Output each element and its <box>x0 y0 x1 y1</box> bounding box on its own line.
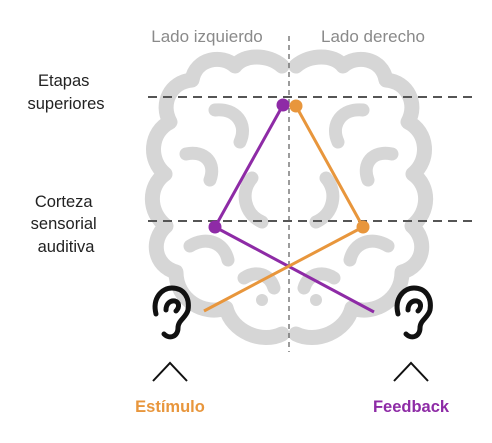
brain-fold <box>316 178 333 222</box>
feedback-label: Feedback <box>372 398 450 416</box>
auditory-cortex-label-line: sensorial <box>30 215 97 233</box>
stimulus-upper-node <box>290 100 303 113</box>
feedback-upper-node <box>277 99 290 112</box>
brain-fold <box>350 241 388 260</box>
brain-fold <box>215 110 242 142</box>
auditory-cortex-label <box>31 193 102 256</box>
brain-dot <box>256 294 268 306</box>
auditory-cortex-label-line: Corteza <box>34 193 93 211</box>
brain-dot <box>310 294 322 306</box>
right-side-label: Lado derecho <box>321 27 425 46</box>
upper-stage-label-line: Etapas <box>38 72 90 90</box>
brain-fold <box>336 110 363 142</box>
right-chevron-up-icon <box>394 363 428 381</box>
stimulus-label: Estímulo <box>135 398 205 416</box>
left-ear-icon <box>155 288 188 337</box>
feedback-cortex-node <box>209 221 222 234</box>
left-chevron-up-icon <box>153 363 187 381</box>
brain-fold <box>186 153 212 180</box>
auditory-cortex-label-line: auditiva <box>37 238 95 256</box>
right-ear-icon <box>397 288 430 337</box>
stimulus-cortex-node <box>357 221 370 234</box>
brain-fold <box>190 241 228 260</box>
left-side-label: Lado izquierdo <box>151 27 263 46</box>
brain-fold <box>245 178 262 222</box>
brain-fold <box>366 153 392 180</box>
upper-stage-label <box>27 72 104 113</box>
upper-stage-label-line: superiores <box>27 95 105 113</box>
